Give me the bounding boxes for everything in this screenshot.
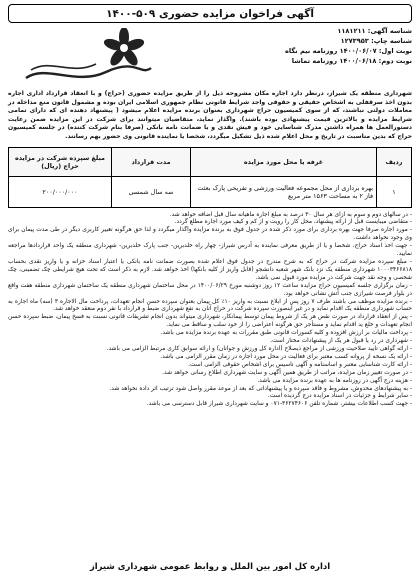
condition-item: - ارائه گواهی تایید صلاحیت ورزشی از مراجع ذیصلاح (اداره کل ورزش و جوانان) و ارائه سوابق کاری مرتبط الزامی می باشد. [106, 345, 412, 352]
col-duration: مدت قرارداد [112, 147, 191, 176]
condition-item: - متقاضی میبایست قبل از ارائه پیشنهاد، محل کار را رویت و از کم و کیف مورد اجاره مطلع گردد. [174, 219, 412, 226]
col-deposit: مبلغ سپرده شرکت در مزایده حراج (ریال) [9, 147, 112, 176]
condition-item: - ارائه یک نسخه از پروانه کسب معتبر برای فعالیت در محل مورد اجاره در زمان مقرر الزامی می باشد. [160, 353, 412, 360]
auction-items-table [8, 147, 412, 208]
notice-meta [285, 26, 412, 88]
condition-item: - در سالهای دوم و سوم به ازای هر سال ۳۰ درصد به مبلغ اجاره ماهیانه سال قبل اضافه خواهد شد. [169, 211, 412, 218]
flower-logo-icon [16, 28, 156, 86]
meta-line: شناسه آگهی: ۱۱۸۱۲۱۱ [337, 27, 412, 35]
condition-item: - زمان برگزاری جلسه کمیسیون حراج مزایده ساعت ۱۲ روز دوشنبه مورخ ۱۴۰۰/۰۶/۲۹ در محل ساختمان شهرداری منطقه یک ساختمان شهرداری منطقه هفت واقع در بلوار فرصت شیرازی جنب آتش نشانی خواهد بود. [8, 282, 412, 297]
condition-item: - ارائه کارت شناسایی معتبر و اساسنامه و آگهی تاسیس برای اشخاص حقوقی الزامی است. [188, 361, 412, 368]
cell-duration: سه سال شمسی [112, 176, 191, 207]
condition-item: - مورد اجاره صرفا جهت بهره برداری برای مورد ذکر شده در جدول فوق به برنده مزایده واگذار میگردد و لذا حق هرگونه تغییر کاربری دیگر در طی مدت پیمان برای وی وجود نخواهد داشت. [8, 227, 412, 242]
condition-item: - جهت اخذ اسناد حراج، شخصا و یا از طریق معرفی نماینده به آدرس شیراز- چهار راه خلدبرین- جنب پارک خلدبرین- شهرداری منطقه یک واحد قراردادها مراجعه نمایید. [8, 243, 412, 258]
notice-title: آگهی فراخوان مزایده حضوری ۵۰۹-۱۴۰۰ [8, 4, 412, 23]
cell-row-number: ۱ [377, 176, 412, 207]
table-header-row [9, 147, 412, 176]
table-row [9, 176, 412, 207]
cell-deposit: ۲۰۰/۰۰۰/۰۰۰ [9, 176, 112, 207]
header [8, 26, 412, 88]
condition-item: - پرداخت مالیات بر ارزش افزوده و کلیه کسورات قانونی طبق مقررات به عهده برنده مزایده می باشد. [160, 330, 412, 337]
condition-item: - هزینه درج آگهی در روزنامه ها به عهده برنده مزایده می باشد. [257, 377, 412, 384]
cell-location: بهره برداری از محل مجموعه فعالیت ورزشی و تفریحی پارک بعثت فاز ۲ به مساحت ۱۵۶۳ متر مربع [191, 176, 377, 207]
condition-item: - در صورت تغییر زمان مزایده، مراتب از طریق همین آگهی و سایت شهرداری اطلاع رسانی خواهد شد. [162, 369, 412, 376]
meta-line: شناسه چاپ: ۱۲۷۳۹۵۳ [340, 37, 412, 45]
condition-item: - به پیشنهادهای مخدوش، مشروط و فاقد سپرده و یا پیشنهاداتی که بعد از موعد مقرر واصل شود ترتیب اثر داده نخواهد شد. [109, 385, 412, 392]
condition-item: - جهت کسب اطلاعات بیشتر، شماره تلفن ۳۶۲۷۴۶۰۶-۰۷۱ و سایت شهرداری شیراز قابل دسترسی می باشد. [146, 401, 412, 408]
issuer-footer: اداره کل امور بین الملل و روابط عمومی شهرداری شیراز [89, 562, 331, 572]
condition-item: - شهرداری در رد یا قبول هر یک از پیشنهادات مختار است. [270, 338, 412, 345]
intro-paragraph: شهرداری منطقه یک شیراز، درنظر دارد اجاره مکان مشروحه ذیل را از طریق مزایده حضوری (حراج) و با انعقاد قرارداد اداری اجاره بدون اخذ سرقفلی به اشخاص حقیقی و حقوقی واجد شرایط قانونی نظام جمهوری اسلامی ایران بوده و مشمول قانون منع مداخله در معاملات دولتی نباشند، که از سوی کمیسیون حراج شهرداری بعنوان برنده مزایده اعلام میشود ( پیشنهاد دهنده ای که دارای تمامی شرایط مزایده و بالاترین قیمت پیشنهادی بوده باشند). واگذار نماید، متقاضیان میتوانند برای شرکت در این مزایده ضمن رعایت دستورالعمل ها همراه داشتن مدرک شناسایی خود و فیش نقدی و یا ضمانت نامه بانکی (صرفا بنام شرکت کننده) در جلسه کمیسیون حراج که بدین مناسبت در تاریخ و محل اعلام شده ذیل تشکیل میگردد، شخصا یا نماینده قانونی وی حضور بهم رسانند. [8, 90, 412, 140]
conditions-list [8, 212, 412, 410]
meta-line: نوبت اول: ۱۴۰۰/۰۶/۰۷ روزنامه نیم نگاه [284, 47, 412, 55]
condition-item: - پس از انعقاد قرارداد در صورت نقض هر یک از شروط پیمان توسط پیمانکار، شهرداری میتواند بدون انجام تشریفات قانونی نسبت به فسخ پیمان، ضبط سپرده حسن انجام تعهدات و خلع ید اقدام نماید و مستأجر حق هرگونه اعتراضی را از خود سلب و ساقط می نماید. [8, 314, 412, 329]
col-row-number: ردیف [377, 147, 412, 176]
col-location: غرفه یا محل مورد مزایده [191, 147, 377, 176]
condition-item: - مبلغ سپرده مزایده شرکت در حراج که به شرح مندرج در جدول فوق اعلام شده بصورت ضمانت نامه بانکی یا اعتبار اسناد خزانه و یا واریز نقدی بحساب ۱۰۰۰۳۴۶۶۸۱۸ شهرداری منطقه یک نزد بانک شهر شعبه دانشجو (قابل واریز از کلیه بانکها) اخذ خواهد شد. لازم به ذکر است که تحت هیچ شرایطی چک تضمینی، چک شخصی و وجه نقد جهت شرکت در مزایده مورد قبول نمی باشد. [8, 259, 412, 281]
condition-item: - برنده مزایده موظف می باشند ظرف ۷ روز پس از ابلاغ نسبت به واریز ۱۰٪ کل پیمان بعنوان سپرده حسن انجام تعهدات، پرداخت مال الاجاره ۳ (سه) ماه اجاره به حساب شهرداری منطقه یک اقدام نماید و در غیر اینصورت سپرده شرکت در حراج آنان به نفع شهرداری ضبط و قرارداد با نفر دوم منعقد خواهد شد. [8, 298, 413, 313]
shiraz-municipality-logo [8, 26, 158, 86]
condition-item: - سایر شرایط و جزئیات در اسناد مزایده درج گردیده است. [267, 393, 412, 400]
meta-line: نوبت دوم: ۱۴۰۰/۰۶/۱۸ روزنامه تماشا [291, 57, 412, 65]
